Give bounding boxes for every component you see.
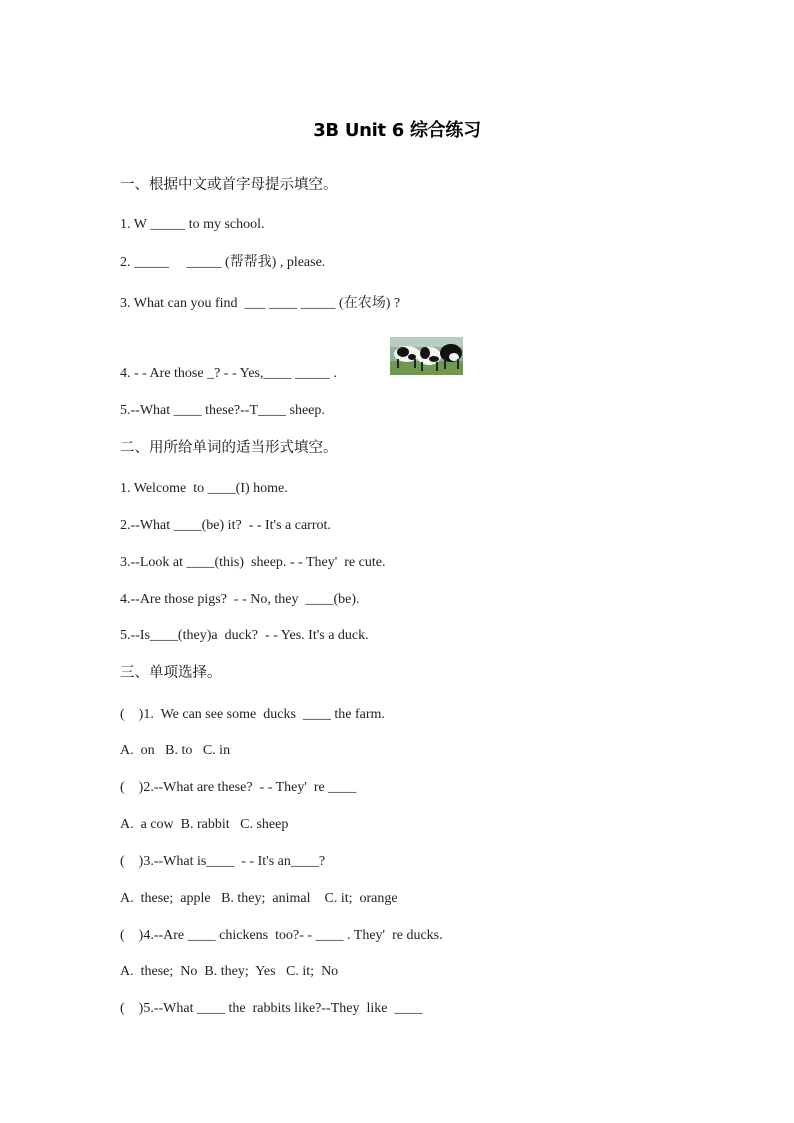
cows-photo: [390, 337, 463, 375]
section-2-item-2: 2.--What ____(be) it? - - It's a carrot.: [120, 518, 331, 533]
section-2-item-4: 4.--Are those pigs? - - No, they ____(be).: [120, 592, 360, 607]
section-1-item-1: 1. W _____ to my school.: [120, 217, 265, 232]
section-1-item-4: 4. - - Are those _? - - Yes,____ _____ .: [120, 366, 337, 381]
section-2-item-3: 3.--Look at ____(this) sheep. - - They' re cute.: [120, 555, 386, 570]
section-1-heading: 一、根据中文或首字母提示填空。: [120, 177, 338, 193]
question-1-options: A. on B. to C. in: [120, 743, 231, 758]
question-3: ( )3.--What is____ - - It's an____?: [120, 854, 326, 869]
section-1-item-2: 2. _____ _____ (帮帮我) , please.: [120, 255, 326, 270]
question-3-options: A. these; apple B. they; animal C. it; orange: [120, 891, 398, 906]
section-1-item-3: 3. What can you find ___ ____ _____ (在农场) ?: [120, 296, 401, 311]
section-1-item-5: 5.--What ____ these?--T____ sheep.: [120, 403, 325, 418]
section-2-item-1: 1. Welcome to ____(I) home.: [120, 481, 288, 496]
page-title: 3B Unit 6 综合练习: [313, 120, 481, 141]
section-2-item-5: 5.--Is____(they)a duck? - - Yes. It's a duck.: [120, 628, 369, 643]
question-2: ( )2.--What are these? - - They' re ____: [120, 780, 357, 795]
question-4-options: A. these; No B. they; Yes C. it; No: [120, 964, 339, 979]
question-5: ( )5.--What ____ the rabbits like?--They like ____: [120, 1001, 423, 1016]
question-2-options: A. a cow B. rabbit C. sheep: [120, 817, 289, 832]
section-2-heading: 二、用所给单词的适当形式填空。: [120, 440, 338, 456]
question-4: ( )4.--Are ____ chickens too?- - ____ . They' re ducks.: [120, 928, 443, 943]
question-1: ( )1. We can see some ducks ____ the farm.: [120, 707, 385, 722]
section-3-heading: 三、单项选择。: [120, 665, 222, 681]
